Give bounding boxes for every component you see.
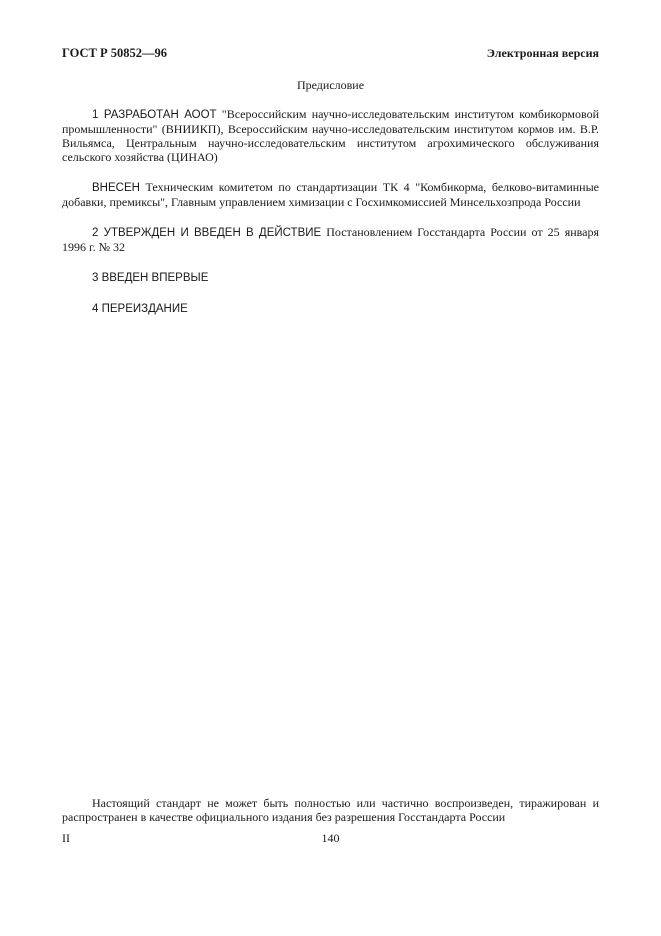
section-3-paragraph: [62, 270, 599, 285]
section-1b-text: Техническим комитетом по стандартизации ТК 4 "Комбикорма, белково-витаминные добавки, премиксы", Главным управлением химизации с Госхимкомиссией Минсельхозпрода России: [62, 180, 599, 209]
page-roman-numeral: II: [62, 831, 70, 845]
edition-label: Электронная версия: [486, 46, 599, 60]
copyright-notice: Настоящий стандарт не может быть полностью или частично воспроизведен, тиражирован и распространен в качестве официального издания без разрешения Госстандарта России: [62, 796, 599, 824]
preface-body: [62, 107, 599, 332]
standard-id: ГОСТ Р 50852—96: [62, 46, 168, 60]
section-1-paragraph: [62, 107, 599, 164]
section-1-label: 1 РАЗРАБОТАН АООТ: [92, 109, 217, 121]
page-number: 140: [321, 831, 340, 845]
section-1-text: "Всероссийским научно-исследовательским институтом комбикормовой промышленности" (ВНИИКП), Всероссийским научно-исследовательским институтом кормов им. В.Р. Вильямса, Центральным научно-исследовательским институтом агрохимического обслуживания сельского хозяйства (ЦИНАО): [62, 107, 599, 164]
section-3-label: 3 ВВЕДЕН ВПЕРВЫЕ: [92, 272, 209, 284]
section-2-paragraph: [62, 225, 599, 254]
section-1b-label: ВНЕСЕН: [92, 182, 140, 194]
section-4-paragraph: [62, 301, 599, 316]
section-2-label: 2 УТВЕРЖДЕН И ВВЕДЕН В ДЕЙСТВИЕ: [92, 227, 322, 239]
section-4-label: 4 ПЕРЕИЗДАНИЕ: [92, 303, 188, 315]
section-1b-paragraph: [62, 180, 599, 209]
section-2-text: Постановлением Госстандарта России от 25 января 1996 г. № 32: [62, 225, 599, 254]
page-title: Предисловие: [296, 78, 365, 92]
